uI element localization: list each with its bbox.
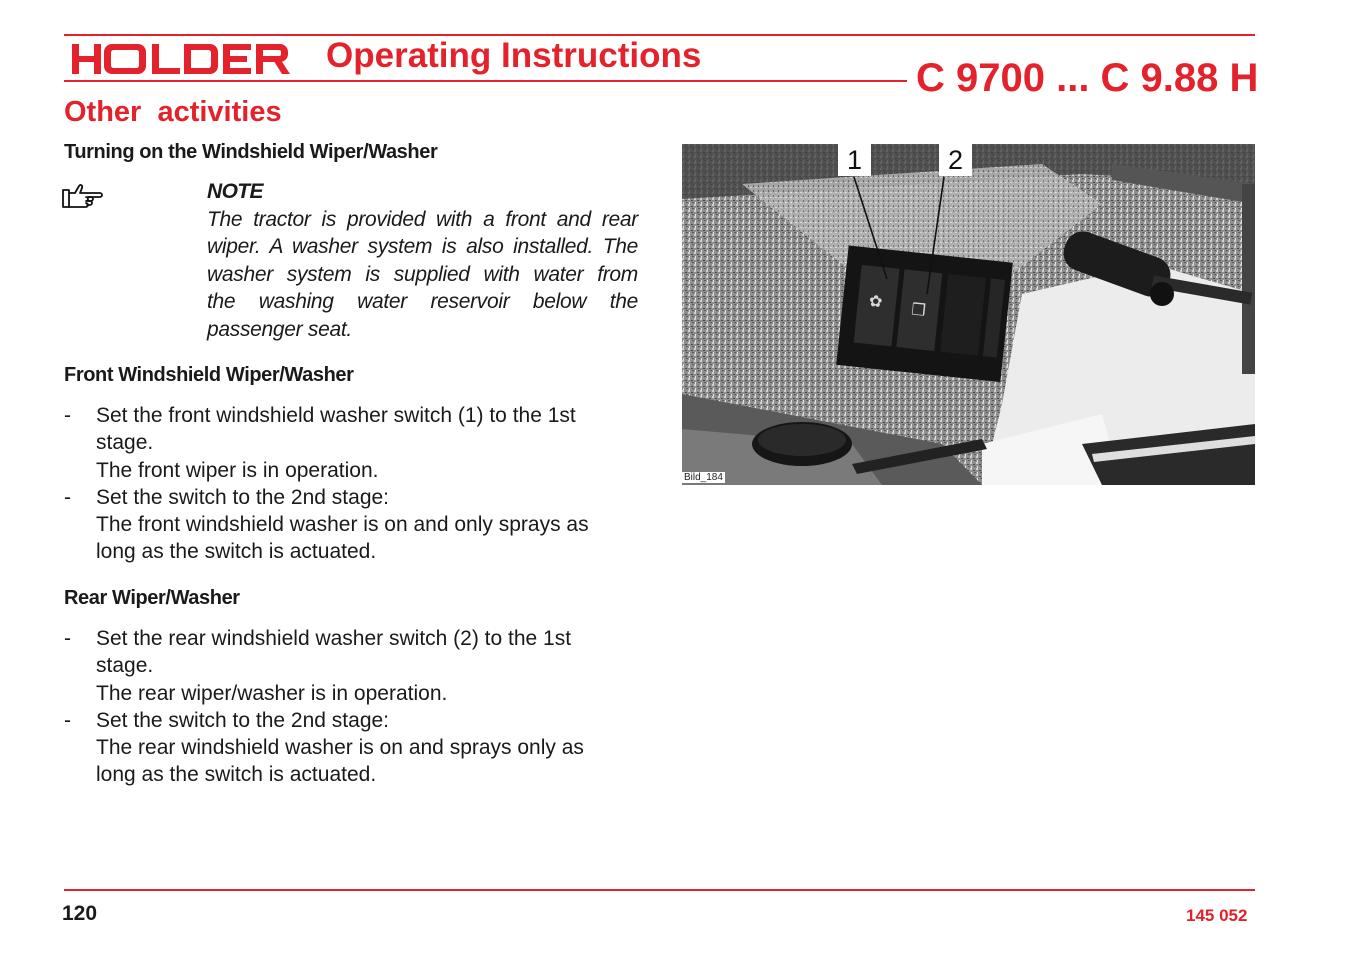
svg-text:✿: ✿ xyxy=(868,290,884,312)
document-number: 145 052 xyxy=(1186,906,1248,925)
note-line: the washing water reservoir below the xyxy=(207,290,638,314)
figure-caption: Bild_184 xyxy=(684,472,723,483)
step-line: The front wiper is in operation. xyxy=(96,458,379,482)
svg-text:❒: ❒ xyxy=(910,299,927,320)
step-line: The rear windshield washer is on and sprays only as xyxy=(96,736,584,760)
footer-rule xyxy=(64,889,1255,891)
list-item xyxy=(64,402,644,484)
header-mid-rule xyxy=(64,80,907,82)
step-line: The rear wiper/washer is in operation. xyxy=(96,681,448,705)
step-line: stage. xyxy=(96,654,154,678)
step-line: long as the switch is actuated. xyxy=(96,540,377,564)
rear-steps-list xyxy=(64,625,644,789)
note-text xyxy=(207,206,638,343)
step-line: Set the switch to the 2nd stage: xyxy=(96,708,390,732)
step-line: long as the switch is actuated. xyxy=(96,763,377,787)
header-title: Operating Instructions xyxy=(326,36,702,75)
list-dash: - xyxy=(64,708,71,732)
list-item xyxy=(64,625,644,707)
pointing-hand-icon xyxy=(62,182,106,210)
callout-2: 2 xyxy=(939,144,972,176)
list-dash: - xyxy=(64,404,71,427)
note-line: The tractor is provided with a front and rear xyxy=(207,208,638,231)
note-line: washer system is supplied with water from xyxy=(207,262,638,286)
list-item xyxy=(64,484,644,566)
switch-panel-photo xyxy=(682,144,1255,485)
step-line: The front windshield washer is on and only sprays as xyxy=(96,513,589,537)
holder-logo-mark xyxy=(72,42,290,78)
list-dash: - xyxy=(64,627,71,650)
step-line: Set the front windshield washer switch (1) to the 1st xyxy=(96,404,576,427)
step-line: stage. xyxy=(96,431,154,455)
subsection-heading-rear: Rear Wiper/Washer xyxy=(64,587,240,609)
note-label: NOTE xyxy=(207,180,263,203)
step-line: Set the rear windshield washer switch (2) to the 1st xyxy=(96,627,572,650)
front-steps-list xyxy=(64,402,644,566)
note-line: passenger seat. xyxy=(207,317,352,341)
callout-1: 1 xyxy=(838,144,871,176)
subsection-heading-front: Front Windshield Wiper/Washer xyxy=(64,364,354,386)
section-title: Other activities xyxy=(64,96,282,128)
subsection-heading-turning-on: Turning on the Windshield Wiper/Washer xyxy=(64,141,438,163)
step-line: Set the switch to the 2nd stage: xyxy=(96,485,390,509)
model-title: C 9700 ... C 9.88 H xyxy=(916,56,1259,100)
list-dash: - xyxy=(64,485,71,509)
holder-logo xyxy=(72,42,290,78)
list-item xyxy=(64,707,644,789)
page-number: 120 xyxy=(62,902,98,925)
note-line: wiper. A washer system is also installed. The xyxy=(207,235,638,259)
